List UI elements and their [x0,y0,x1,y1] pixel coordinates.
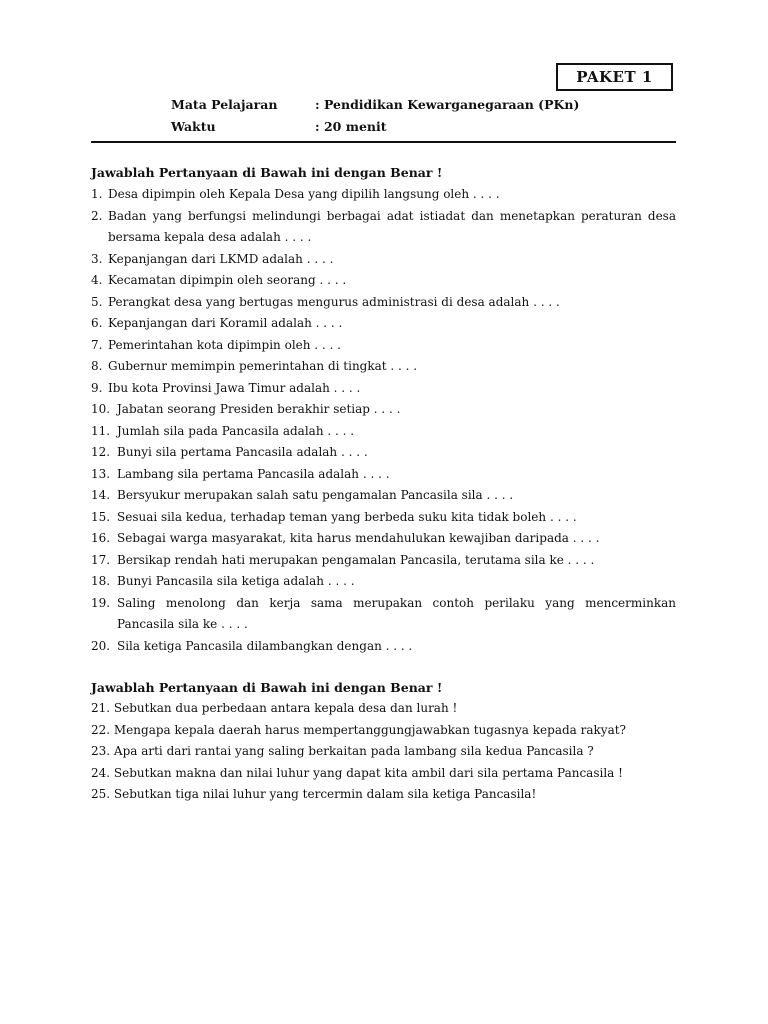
question-number: 6. [91,316,103,330]
question-number: 18. [91,574,111,588]
question-number: 19. [91,595,111,610]
question-text: Kepanjangan dari LKMD adalah . . . . [108,251,334,266]
section-2-title: Jawablah Pertanyaan di Bawah ini dengan Benar ! [91,680,443,695]
time-row [171,119,387,134]
question-item [91,528,676,550]
question-item [91,507,676,529]
question-text: Bunyi Pancasila sila ketiga adalah . . . . [117,574,355,588]
question-item [91,442,676,464]
time-label: Waktu [171,119,216,134]
question-number: 20. [91,638,111,653]
header-divider [91,141,676,143]
question-item [91,571,676,593]
subject-row [171,97,580,112]
question-text: Badan yang berfungsi melindungi berbagai adat istiadat dan menetapkan peraturan desa bersama kepala desa adalah . . . . [108,208,676,244]
question-text: Jabatan seorang Presiden berakhir setiap . . . . [117,402,401,416]
essay-question [91,698,676,720]
question-number: 15. [91,509,111,524]
question-text: Lambang sila pertama Pancasila adalah . . . . [117,466,390,481]
question-text: Sesuai sila kedua, terhadap teman yang berbeda suku kita tidak boleh . . . . [117,509,577,524]
question-number: 17. [91,552,111,567]
question-text: Ibu kota Provinsi Jawa Timur adalah . . . . [108,380,361,395]
question-list-2 [91,698,676,806]
question-number: 9. [91,380,103,395]
question-text: Saling menolong dan kerja sama merupakan contoh perilaku yang mencerminkan Pancasila sila ke . . . . [117,595,676,631]
question-text: 25. Sebutkan tiga nilai luhur yang tercermin dalam sila ketiga Pancasila! [91,787,537,801]
question-text: Jumlah sila pada Pancasila adalah . . . . [117,423,355,438]
question-number: 11. [91,423,111,438]
question-item [91,206,676,249]
question-item [91,292,676,314]
question-number: 8. [91,359,103,373]
subject-label: Mata Pelajaran [171,97,278,112]
question-item [91,550,676,572]
question-list-1 [91,184,676,657]
question-text: Bunyi sila pertama Pancasila adalah . . . . [117,445,368,459]
essay-question [91,784,676,806]
question-text: Perangkat desa yang bertugas mengurus administrasi di desa adalah . . . . [108,294,560,309]
question-item [91,464,676,486]
question-number: 1. [91,187,103,201]
question-item [91,356,676,378]
question-text: Sila ketiga Pancasila dilambangkan dengan . . . . [117,638,413,653]
package-label: PAKET 1 [556,63,673,91]
question-item [91,421,676,443]
question-text: Pemerintahan kota dipimpin oleh . . . . [108,337,341,352]
time-value: : 20 menit [315,119,387,134]
question-text: Sebagai warga masyarakat, kita harus mendahulukan kewajiban daripada . . . . [117,531,600,545]
section-1-title: Jawablah Pertanyaan di Bawah ini dengan Benar ! [91,165,443,180]
question-text: 21. Sebutkan dua perbedaan antara kepala desa dan lurah ! [91,701,458,715]
question-text: Kepanjangan dari Koramil adalah . . . . [108,316,343,330]
question-number: 13. [91,466,111,481]
question-item [91,636,676,658]
question-text: Kecamatan dipimpin oleh seorang . . . . [108,273,347,287]
question-number: 2. [91,208,103,223]
question-text: Bersikap rendah hati merupakan pengamalan Pancasila, terutama sila ke . . . . [117,552,595,567]
subject-value: : Pendidikan Kewarganegaraan (PKn) [315,97,580,112]
question-item [91,485,676,507]
question-text: Desa dipimpin oleh Kepala Desa yang dipilih langsung oleh . . . . [108,187,500,201]
question-item [91,399,676,421]
question-text: Gubernur memimpin pemerintahan di tingkat . . . . [108,359,418,373]
question-item [91,184,676,206]
question-item [91,313,676,335]
question-number: 16. [91,531,111,545]
essay-question [91,741,676,763]
question-number: 3. [91,251,103,266]
question-number: 14. [91,488,111,502]
question-item [91,270,676,292]
essay-question [91,720,676,742]
question-number: 12. [91,445,111,459]
question-text: 24. Sebutkan makna dan nilai luhur yang dapat kita ambil dari sila pertama Pancasila ! [91,765,623,780]
question-item [91,593,676,636]
question-number: 7. [91,337,103,352]
question-item [91,249,676,271]
question-item [91,378,676,400]
essay-question [91,763,676,785]
question-item [91,335,676,357]
question-number: 4. [91,273,103,287]
question-text: 22. Mengapa kepala daerah harus mempertanggungjawabkan tugasnya kepada rakyat? [91,722,626,737]
question-number: 10. [91,402,111,416]
question-text: 23. Apa arti dari rantai yang saling berkaitan pada lambang sila kedua Pancasila ? [91,744,594,758]
question-number: 5. [91,294,103,309]
question-text: Bersyukur merupakan salah satu pengamalan Pancasila sila . . . . [117,488,514,502]
